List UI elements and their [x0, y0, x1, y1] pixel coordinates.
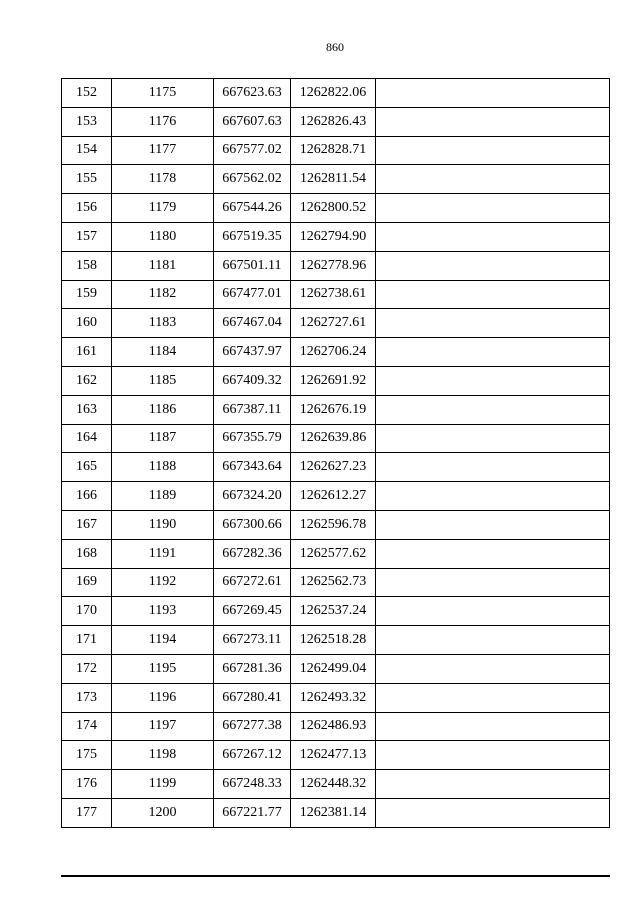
- table-row: [62, 626, 610, 655]
- cell-note: [376, 338, 610, 367]
- table-row: [62, 770, 610, 799]
- cell-x-coordinate: 667300.66: [214, 510, 291, 539]
- cell-point-number: 1175: [112, 79, 214, 108]
- table-row: [62, 539, 610, 568]
- cell-y-coordinate: 1262448.32: [291, 770, 376, 799]
- coordinates-table-body: [62, 79, 610, 828]
- cell-point-number: 1188: [112, 453, 214, 482]
- cell-row-number: 159: [62, 280, 112, 309]
- cell-row-number: 169: [62, 568, 112, 597]
- cell-y-coordinate: 1262381.14: [291, 798, 376, 827]
- cell-point-number: 1192: [112, 568, 214, 597]
- cell-y-coordinate: 1262596.78: [291, 510, 376, 539]
- table-row: [62, 798, 610, 827]
- cell-note: [376, 366, 610, 395]
- cell-point-number: 1190: [112, 510, 214, 539]
- table-row: [62, 194, 610, 223]
- table-row: [62, 309, 610, 338]
- cell-row-number: 160: [62, 309, 112, 338]
- cell-x-coordinate: 667273.11: [214, 626, 291, 655]
- cell-row-number: 173: [62, 683, 112, 712]
- cell-x-coordinate: 667343.64: [214, 453, 291, 482]
- cell-x-coordinate: 667409.32: [214, 366, 291, 395]
- cell-note: [376, 395, 610, 424]
- cell-point-number: 1186: [112, 395, 214, 424]
- cell-x-coordinate: 667272.61: [214, 568, 291, 597]
- cell-point-number: 1200: [112, 798, 214, 827]
- page-number: 860: [326, 40, 344, 54]
- cell-point-number: 1193: [112, 597, 214, 626]
- cell-x-coordinate: 667277.38: [214, 712, 291, 741]
- cell-y-coordinate: 1262828.71: [291, 136, 376, 165]
- cell-x-coordinate: 667269.45: [214, 597, 291, 626]
- cell-point-number: 1184: [112, 338, 214, 367]
- cell-note: [376, 539, 610, 568]
- cell-note: [376, 510, 610, 539]
- cell-note: [376, 741, 610, 770]
- cell-point-number: 1180: [112, 222, 214, 251]
- cell-note: [376, 712, 610, 741]
- cell-note: [376, 597, 610, 626]
- cell-row-number: 174: [62, 712, 112, 741]
- cell-point-number: 1183: [112, 309, 214, 338]
- cell-note: [376, 194, 610, 223]
- cell-x-coordinate: 667623.63: [214, 79, 291, 108]
- cell-row-number: 152: [62, 79, 112, 108]
- cell-row-number: 163: [62, 395, 112, 424]
- cell-note: [376, 654, 610, 683]
- cell-x-coordinate: 667519.35: [214, 222, 291, 251]
- table-row: [62, 597, 610, 626]
- cell-row-number: 153: [62, 107, 112, 136]
- cell-x-coordinate: 667248.33: [214, 770, 291, 799]
- cell-row-number: 177: [62, 798, 112, 827]
- cell-note: [376, 770, 610, 799]
- cell-row-number: 161: [62, 338, 112, 367]
- cell-y-coordinate: 1262691.92: [291, 366, 376, 395]
- cell-row-number: 170: [62, 597, 112, 626]
- cell-x-coordinate: 667467.04: [214, 309, 291, 338]
- cell-point-number: 1199: [112, 770, 214, 799]
- cell-row-number: 164: [62, 424, 112, 453]
- cell-note: [376, 568, 610, 597]
- cell-point-number: 1187: [112, 424, 214, 453]
- cell-row-number: 172: [62, 654, 112, 683]
- cell-note: [376, 683, 610, 712]
- table-row: [62, 338, 610, 367]
- table-row: [62, 424, 610, 453]
- cell-row-number: 167: [62, 510, 112, 539]
- cell-x-coordinate: 667221.77: [214, 798, 291, 827]
- cell-x-coordinate: 667355.79: [214, 424, 291, 453]
- cell-note: [376, 280, 610, 309]
- cell-y-coordinate: 1262612.27: [291, 482, 376, 511]
- cell-y-coordinate: 1262518.28: [291, 626, 376, 655]
- cell-point-number: 1189: [112, 482, 214, 511]
- cell-note: [376, 107, 610, 136]
- cell-y-coordinate: 1262794.90: [291, 222, 376, 251]
- cell-note: [376, 251, 610, 280]
- table-row: [62, 165, 610, 194]
- cell-point-number: 1195: [112, 654, 214, 683]
- cell-x-coordinate: 667562.02: [214, 165, 291, 194]
- table-row: [62, 395, 610, 424]
- cell-row-number: 166: [62, 482, 112, 511]
- cell-y-coordinate: 1262477.13: [291, 741, 376, 770]
- cell-row-number: 162: [62, 366, 112, 395]
- cell-row-number: 155: [62, 165, 112, 194]
- cell-x-coordinate: 667324.20: [214, 482, 291, 511]
- cell-x-coordinate: 667281.36: [214, 654, 291, 683]
- cell-point-number: 1177: [112, 136, 214, 165]
- cell-x-coordinate: 667577.02: [214, 136, 291, 165]
- cell-y-coordinate: 1262778.96: [291, 251, 376, 280]
- cell-y-coordinate: 1262562.73: [291, 568, 376, 597]
- cell-row-number: 154: [62, 136, 112, 165]
- cell-y-coordinate: 1262486.93: [291, 712, 376, 741]
- cell-x-coordinate: 667280.41: [214, 683, 291, 712]
- cell-row-number: 171: [62, 626, 112, 655]
- cell-note: [376, 222, 610, 251]
- cell-note: [376, 453, 610, 482]
- cell-row-number: 168: [62, 539, 112, 568]
- cell-y-coordinate: 1262822.06: [291, 79, 376, 108]
- cell-point-number: 1176: [112, 107, 214, 136]
- table-row: [62, 568, 610, 597]
- cell-row-number: 165: [62, 453, 112, 482]
- cell-x-coordinate: 667387.11: [214, 395, 291, 424]
- table-row: [62, 107, 610, 136]
- cell-note: [376, 79, 610, 108]
- cell-note: [376, 798, 610, 827]
- table-row: [62, 222, 610, 251]
- cell-note: [376, 165, 610, 194]
- cell-point-number: 1182: [112, 280, 214, 309]
- cell-x-coordinate: 667477.01: [214, 280, 291, 309]
- cell-row-number: 157: [62, 222, 112, 251]
- cell-y-coordinate: 1262577.62: [291, 539, 376, 568]
- cell-y-coordinate: 1262826.43: [291, 107, 376, 136]
- cell-x-coordinate: 667267.12: [214, 741, 291, 770]
- table-row: [62, 482, 610, 511]
- table-row: [62, 654, 610, 683]
- cell-x-coordinate: 667544.26: [214, 194, 291, 223]
- cell-row-number: 175: [62, 741, 112, 770]
- table-row: [62, 251, 610, 280]
- coordinates-table: [61, 78, 610, 828]
- table-row: [62, 453, 610, 482]
- cell-y-coordinate: 1262676.19: [291, 395, 376, 424]
- cell-point-number: 1198: [112, 741, 214, 770]
- cell-y-coordinate: 1262727.61: [291, 309, 376, 338]
- table-row: [62, 79, 610, 108]
- cell-row-number: 176: [62, 770, 112, 799]
- cell-y-coordinate: 1262800.52: [291, 194, 376, 223]
- cell-point-number: 1179: [112, 194, 214, 223]
- table-row: [62, 741, 610, 770]
- cell-y-coordinate: 1262627.23: [291, 453, 376, 482]
- cell-note: [376, 309, 610, 338]
- footer-divider: [61, 875, 610, 877]
- table-row: [62, 712, 610, 741]
- cell-y-coordinate: 1262499.04: [291, 654, 376, 683]
- table-row: [62, 683, 610, 712]
- cell-x-coordinate: 667437.97: [214, 338, 291, 367]
- cell-y-coordinate: 1262706.24: [291, 338, 376, 367]
- cell-point-number: 1196: [112, 683, 214, 712]
- cell-point-number: 1197: [112, 712, 214, 741]
- cell-point-number: 1181: [112, 251, 214, 280]
- cell-x-coordinate: 667607.63: [214, 107, 291, 136]
- cell-y-coordinate: 1262738.61: [291, 280, 376, 309]
- cell-point-number: 1185: [112, 366, 214, 395]
- cell-note: [376, 136, 610, 165]
- cell-note: [376, 424, 610, 453]
- cell-y-coordinate: 1262811.54: [291, 165, 376, 194]
- table-row: [62, 510, 610, 539]
- cell-x-coordinate: 667501.11: [214, 251, 291, 280]
- cell-point-number: 1194: [112, 626, 214, 655]
- cell-y-coordinate: 1262493.32: [291, 683, 376, 712]
- cell-y-coordinate: 1262639.86: [291, 424, 376, 453]
- cell-row-number: 158: [62, 251, 112, 280]
- cell-row-number: 156: [62, 194, 112, 223]
- cell-note: [376, 482, 610, 511]
- cell-note: [376, 626, 610, 655]
- cell-y-coordinate: 1262537.24: [291, 597, 376, 626]
- cell-x-coordinate: 667282.36: [214, 539, 291, 568]
- cell-point-number: 1191: [112, 539, 214, 568]
- table-row: [62, 136, 610, 165]
- table-row: [62, 280, 610, 309]
- table-row: [62, 366, 610, 395]
- cell-point-number: 1178: [112, 165, 214, 194]
